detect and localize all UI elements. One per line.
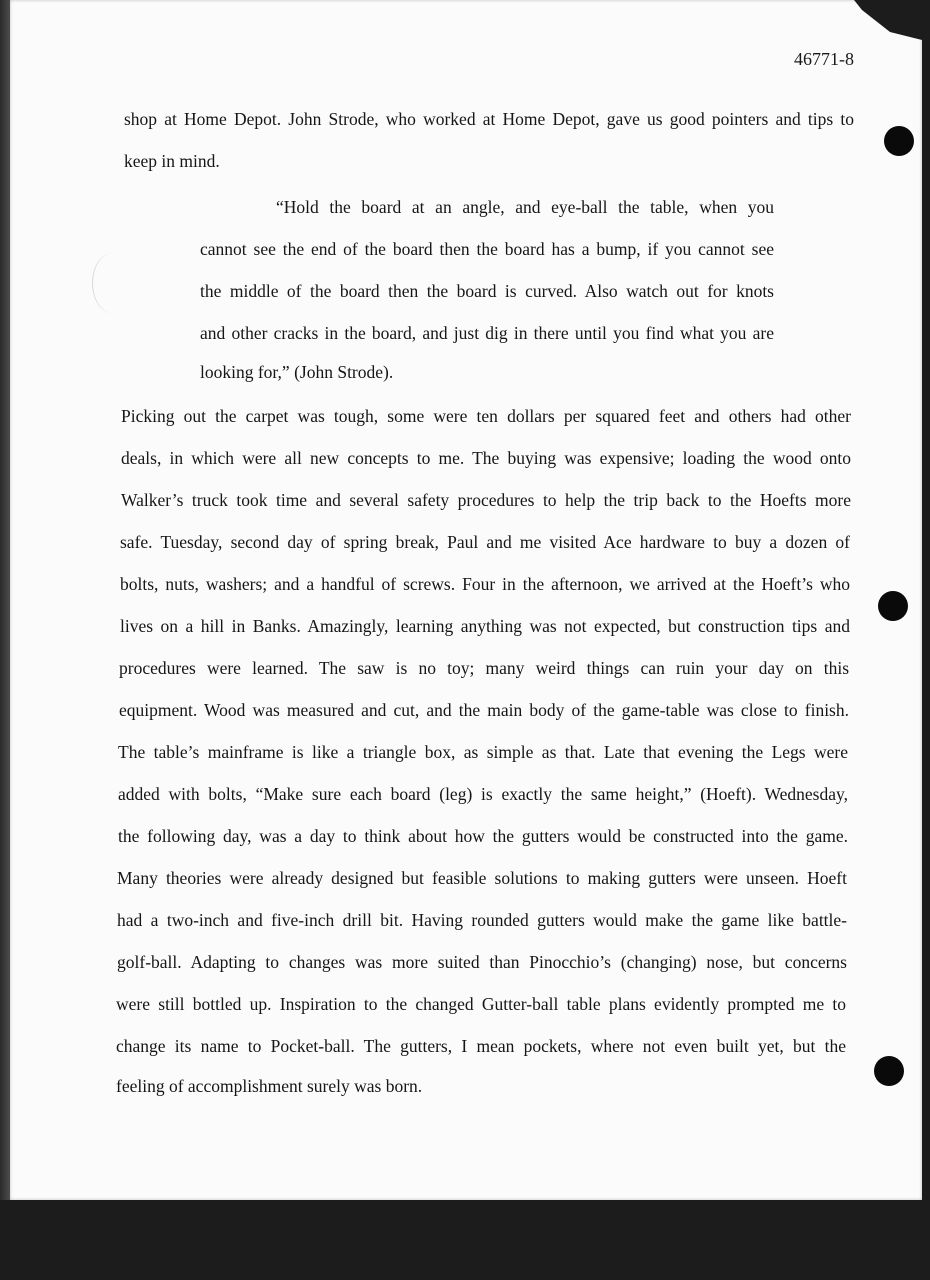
text-line: change its name to Pocket-ball. The gutters, I mean pockets, where not even built yet, but the [116, 1036, 846, 1056]
text-line: the following day, was a day to think about how the gutters would be constructed into the game. [118, 826, 848, 846]
text-line: The table’s mainframe is like a triangle box, as simple as that. Late that evening the Legs were [118, 742, 848, 762]
text-line: were still bottled up. Inspiration to the changed Gutter-ball table plans evidently prompted me to [116, 994, 846, 1014]
quote-line: the middle of the board then the board is curved. Also watch out for knots [200, 281, 774, 301]
text-line: lives on a hill in Banks. Amazingly, learning anything was not expected, but construction tips and [120, 616, 850, 636]
punch-hole [878, 591, 908, 621]
text-line: Picking out the carpet was tough, some were ten dollars per squared feet and others had other [121, 406, 851, 426]
text-line: had a two-inch and five-inch drill bit. Having rounded gutters would make the game like battle- [117, 910, 847, 930]
quote-line: and other cracks in the board, and just dig in there until you find what you are [200, 323, 774, 343]
faint-mark [92, 253, 133, 313]
text-line: equipment. Wood was measured and cut, and the main body of the game-table was close to finish. [119, 700, 849, 720]
text-line: bolts, nuts, washers; and a handful of screws. Four in the afternoon, we arrived at the Hoeft’s who [120, 574, 850, 594]
text-line: procedures were learned. The saw is no toy; many weird things can ruin your day on this [119, 658, 849, 678]
text-line: Many theories were already designed but feasible solutions to making gutters were unseen. Hoeft [117, 868, 847, 888]
quote-line: looking for,” (John Strode). [200, 362, 394, 382]
quote-line: cannot see the end of the board then the board has a bump, if you cannot see [200, 239, 774, 259]
text-line: deals, in which were all new concepts to me. The buying was expensive; loading the wood onto [121, 448, 851, 468]
document-page [10, 0, 922, 1200]
text-line: shop at Home Depot. John Strode, who worked at Home Depot, gave us good pointers and tips to [124, 109, 854, 129]
text-line: golf-ball. Adapting to changes was more suited than Pinocchio’s (changing) nose, but concerns [117, 952, 847, 972]
quote-line: “Hold the board at an angle, and eye-ball the table, when you [276, 197, 774, 217]
text-line: added with bolts, “Make sure each board (leg) is exactly the same height,” (Hoeft). Wednesday, [118, 784, 848, 804]
text-line: keep in mind. [124, 151, 220, 171]
text-line: feeling of accomplishment surely was born. [116, 1076, 423, 1096]
torn-corner [842, 0, 922, 40]
text-line: safe. Tuesday, second day of spring break, Paul and me visited Ace hardware to buy a dozen of [120, 532, 850, 552]
punch-hole [884, 126, 914, 156]
page-number: 46771-8 [794, 49, 854, 69]
text-line: Walker’s truck took time and several safety procedures to help the trip back to the Hoefts more [121, 490, 851, 510]
punch-hole [874, 1056, 904, 1086]
